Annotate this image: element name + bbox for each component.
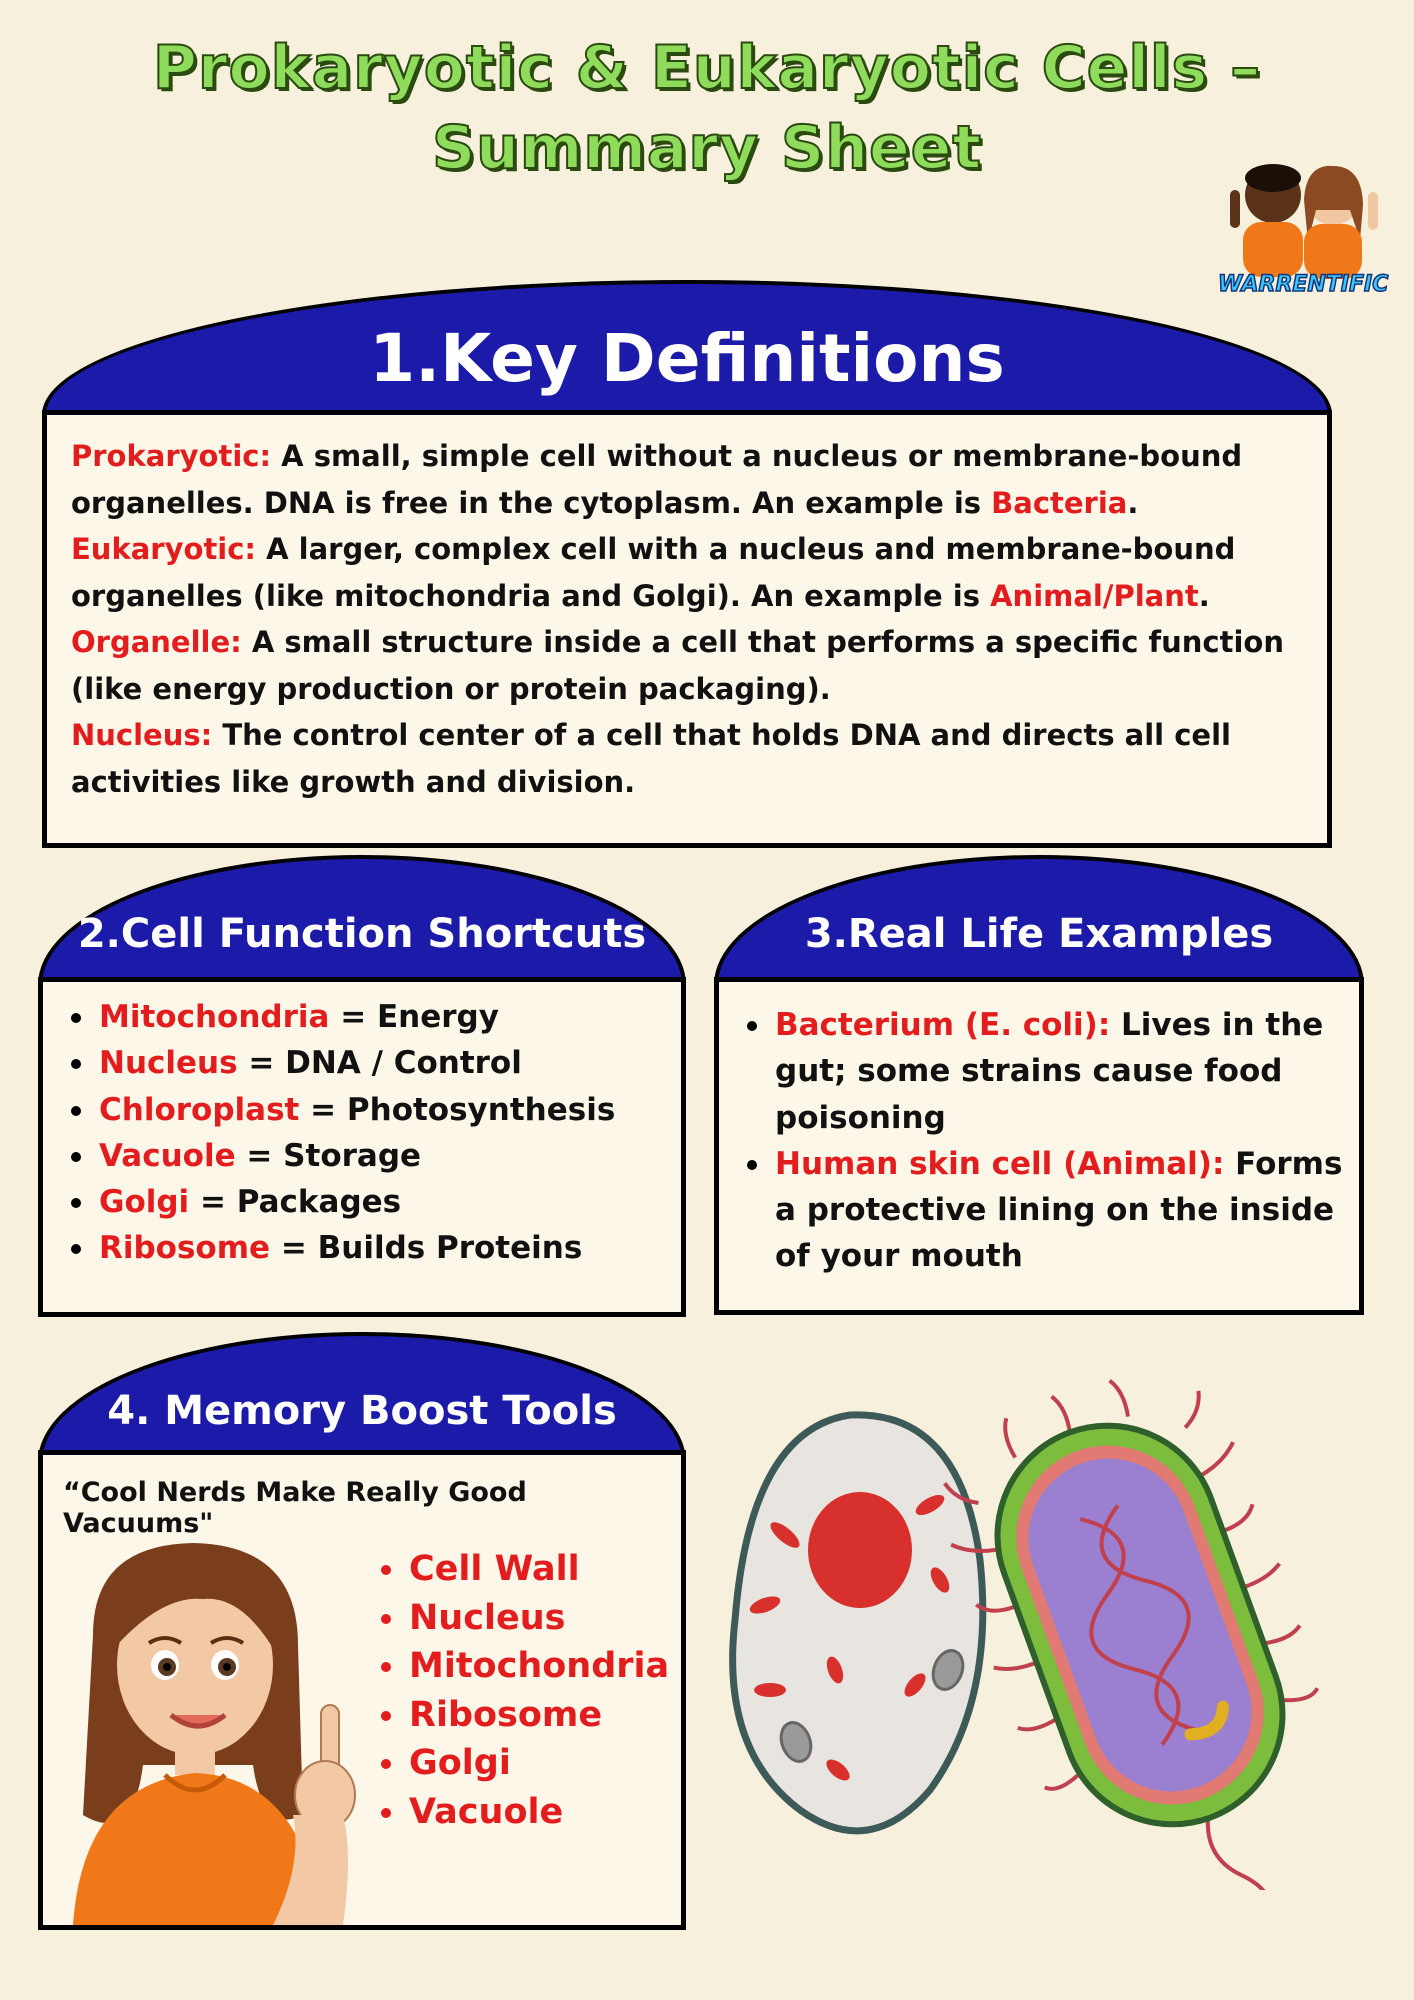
list-item <box>63 1225 671 1271</box>
cell-illustrations <box>710 1370 1370 1890</box>
definition-eukaryotic <box>71 526 1303 619</box>
definition-prokaryotic <box>71 433 1303 526</box>
shortcut-text: = Energy <box>329 999 499 1035</box>
example-term: Human skin cell (Animal): <box>775 1145 1225 1182</box>
key-definitions-section <box>42 280 1332 848</box>
shortcut-term: Golgi <box>99 1184 190 1221</box>
list-item: Mitochondria <box>373 1642 669 1691</box>
definition-example: Bacteria <box>991 485 1128 520</box>
page-title: Prokaryotic & Eukaryotic Cells – Summary Sheet <box>152 33 1262 183</box>
definition-nucleus <box>71 712 1303 805</box>
mnemonic-list <box>373 1545 669 1836</box>
shortcut-term: Ribosome <box>99 1230 271 1267</box>
definition-term: Prokaryotic: <box>71 439 272 473</box>
definition-end: . <box>1127 485 1139 520</box>
definition-term: Nucleus: <box>71 718 213 752</box>
examples-panel <box>714 977 1364 1315</box>
shortcut-term: Chloroplast <box>99 1091 300 1128</box>
definition-organelle <box>71 619 1303 712</box>
list-item: Ribosome <box>373 1691 669 1740</box>
list-item <box>739 1002 1349 1141</box>
section-heading: 1.Key Definitions <box>42 280 1332 415</box>
memory-panel <box>38 1450 686 1930</box>
cell-function-shortcuts-section <box>38 855 686 1317</box>
section-heading: 4. Memory Boost Tools <box>38 1332 686 1462</box>
list-item: Vacuole <box>373 1788 669 1837</box>
section-heading: 2.Cell Function Shortcuts <box>38 855 686 985</box>
definition-example: Animal/Plant <box>990 578 1199 613</box>
example-text: Lives in the gut; some strains cause food poisoning <box>775 1007 1324 1136</box>
list-item <box>739 1141 1349 1280</box>
brand-name: WARRENTIFIC <box>1218 272 1389 297</box>
mnemonic-quote: “Cool Nerds Make Really Good Vacuums" <box>63 1477 527 1539</box>
definition-text: A small structure inside a cell that performs a specific function (like energy production or protein packaging). <box>71 625 1284 706</box>
shortcut-text: = Storage <box>235 1137 422 1174</box>
definition-text: A small, simple cell without a nucleus or membrane-bound organelles. DNA is free in the cytoplasm. An example is <box>71 439 1243 520</box>
list-item <box>63 994 671 1040</box>
definitions-panel <box>42 410 1332 848</box>
shortcut-text: = Builds Proteins <box>270 1230 583 1267</box>
definition-term: Organelle: <box>71 625 242 659</box>
definition-term: Eukaryotic: <box>71 532 257 566</box>
shortcut-term: Vacuole <box>99 1137 236 1174</box>
shortcut-text: = Photosynthesis <box>299 1091 616 1128</box>
shortcuts-panel <box>38 977 686 1317</box>
list-item: Cell Wall <box>373 1545 669 1594</box>
definition-text: The control center of a cell that holds DNA and directs all cell activities like growth and division. <box>71 718 1231 799</box>
definition-text: A larger, complex cell with a nucleus and membrane-bound organelles (like mitochondria and Golgi). An example is <box>71 532 1236 613</box>
list-item <box>63 1087 671 1133</box>
list-item: Nucleus <box>373 1594 669 1643</box>
list-item <box>63 1179 671 1225</box>
example-term: Bacterium (E. coli): <box>775 1007 1111 1043</box>
example-text: Forms a protective lining on the inside of your mouth <box>775 1145 1343 1275</box>
list-item: Golgi <box>373 1739 669 1788</box>
real-life-examples-section <box>714 855 1364 1315</box>
list-item <box>63 1040 671 1086</box>
shortcut-text: = DNA / Control <box>237 1045 522 1082</box>
section-heading: 3.Real Life Examples <box>714 855 1364 985</box>
memory-boost-section <box>38 1332 686 1930</box>
list-item <box>63 1133 671 1179</box>
shortcut-text: = Packages <box>189 1184 402 1221</box>
shortcut-term: Mitochondria <box>99 999 330 1035</box>
teacher-girl-illustration <box>53 1515 373 1925</box>
definition-end: . <box>1198 578 1210 613</box>
eukaryotic-cell-icon <box>733 1415 983 1831</box>
shortcut-term: Nucleus <box>99 1045 238 1082</box>
